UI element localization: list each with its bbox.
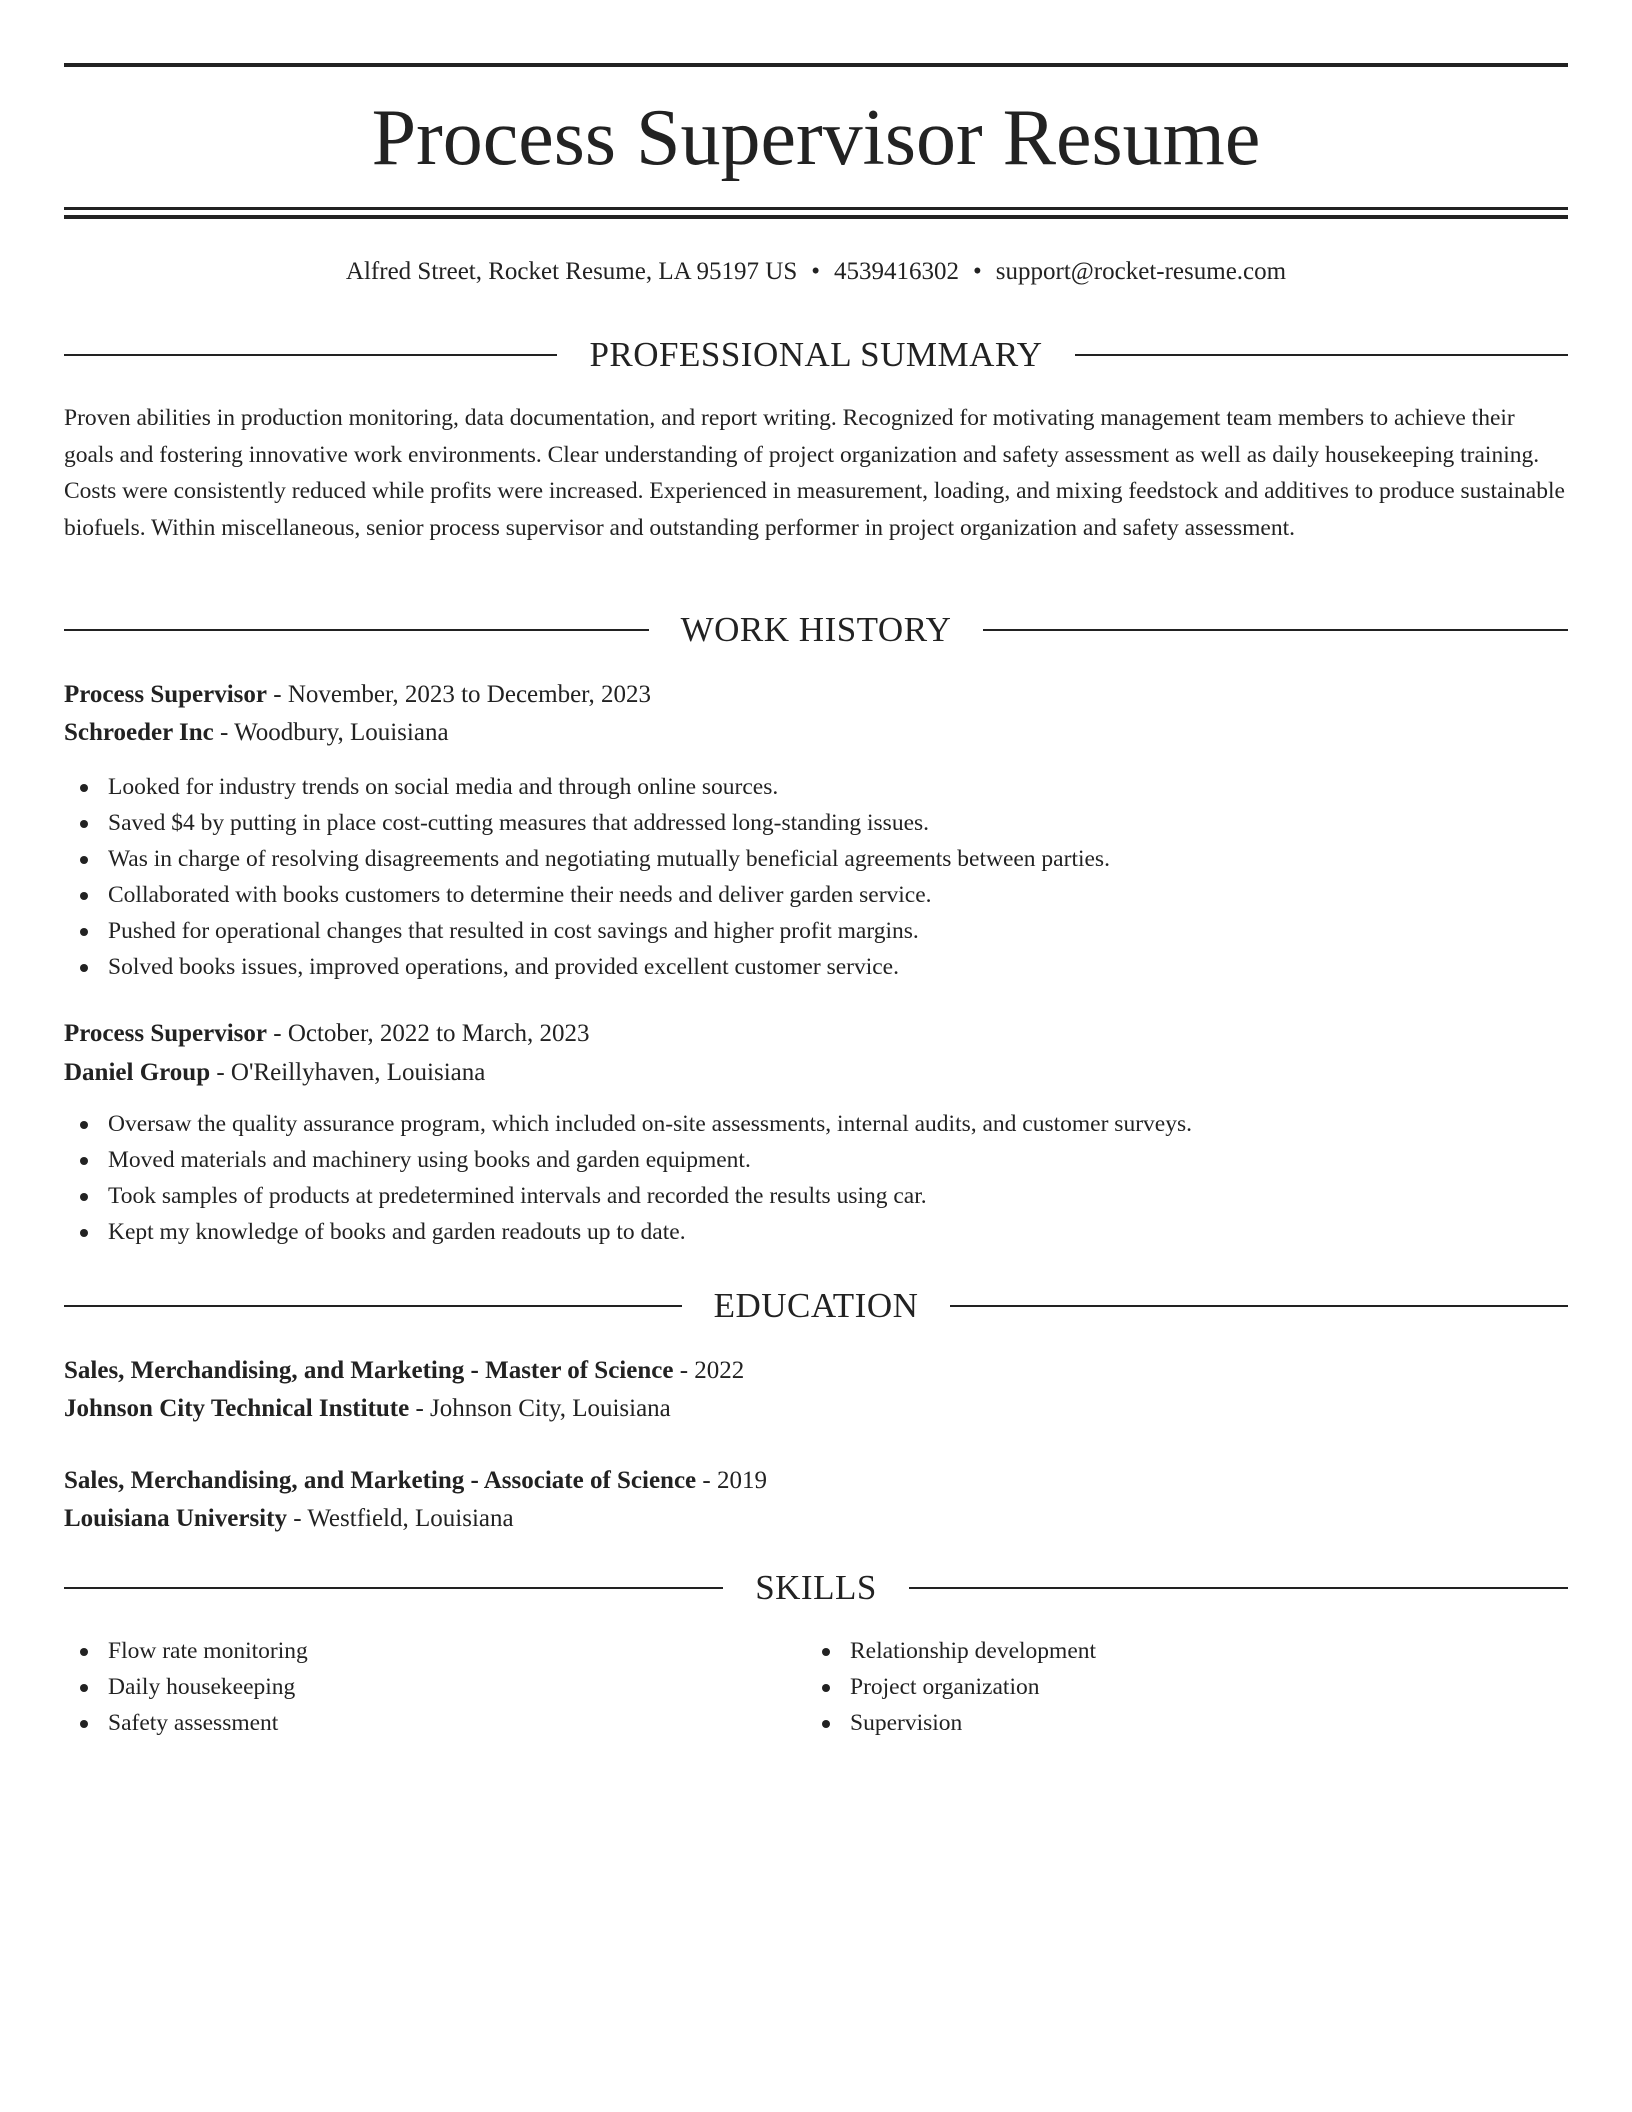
- education-degree-line: [64, 1352, 1568, 1390]
- education-school-line: [64, 1500, 1568, 1538]
- education-degree-line: [64, 1462, 1568, 1500]
- section-heading-summary: [64, 333, 1568, 377]
- section-heading-work-history: [64, 608, 1568, 652]
- education-degree: Sales, Merchandising, and Marketing - Master of Science: [64, 1357, 674, 1384]
- education-school: Johnson City Technical Institute: [64, 1395, 410, 1422]
- education-location: - Johnson City, Louisiana: [409, 1395, 671, 1422]
- list-item: Pushed for operational changes that resulted in cost savings and higher profit margins.: [64, 913, 1568, 949]
- skill-item: Flow rate monitoring: [64, 1633, 1568, 1669]
- section-heading-skills: [64, 1566, 1568, 1610]
- list-item: Took samples of products at predetermined intervals and recorded the results using car.: [64, 1178, 1568, 1214]
- job-bullet-list: [64, 769, 1568, 985]
- list-item: Saved $4 by putting in place cost-cutting measures that addressed long-standing issues.: [64, 805, 1568, 841]
- heading-rule: [64, 1305, 682, 1307]
- list-item: Moved materials and machinery using books and garden equipment.: [64, 1142, 1568, 1178]
- skill-item: Safety assessment: [64, 1705, 1568, 1741]
- section-title: WORK HISTORY: [680, 610, 952, 649]
- job-dates: - October, 2022 to March, 2023: [267, 1020, 590, 1047]
- job-title-line: [64, 676, 1568, 714]
- section-title: EDUCATION: [713, 1286, 919, 1325]
- education-year: - 2022: [673, 1357, 745, 1384]
- list-item: Looked for industry trends on social media and through online sources.: [64, 769, 1568, 805]
- heading-rule: [950, 1305, 1568, 1307]
- contact-phone: 4539416302: [834, 258, 960, 285]
- contact-separator: •: [811, 258, 821, 285]
- skill-item: Relationship development: [806, 1633, 1632, 1669]
- job-location: - O'Reillyhaven, Louisiana: [210, 1059, 486, 1086]
- list-item: Kept my knowledge of books and garden readouts up to date.: [64, 1214, 1568, 1250]
- job-position: Process Supervisor: [64, 1020, 267, 1047]
- education-school: Louisiana University: [64, 1505, 287, 1532]
- resume-title: Process Supervisor Resume: [371, 94, 1261, 182]
- heading-rule: [1075, 354, 1568, 356]
- list-item: Was in charge of resolving disagreements and negotiating mutually beneficial agreements between parties.: [64, 841, 1568, 877]
- heading-rule: [983, 629, 1568, 631]
- section-title: PROFESSIONAL SUMMARY: [589, 335, 1043, 374]
- job-company-line: [64, 714, 1568, 752]
- heading-rule: [64, 354, 557, 356]
- skill-item: Supervision: [806, 1705, 1632, 1741]
- heading-rule: [64, 629, 649, 631]
- education-degree: Sales, Merchandising, and Marketing - Associate of Science: [64, 1467, 697, 1494]
- job-position: Process Supervisor: [64, 681, 267, 708]
- job-company: Schroeder Inc: [64, 719, 214, 746]
- job-title-line: [64, 1015, 1568, 1053]
- job-company-line: [64, 1054, 1568, 1092]
- job-company: Daniel Group: [64, 1059, 211, 1086]
- title-rule-lower: [64, 215, 1568, 219]
- section-heading-education: [64, 1284, 1568, 1328]
- contact-email[interactable]: support@rocket-resume.com: [995, 258, 1287, 285]
- title-rule-upper: [64, 207, 1568, 210]
- list-item: Collaborated with books customers to determine their needs and deliver garden service.: [64, 877, 1568, 913]
- top-rule: [64, 63, 1568, 67]
- job-location: - Woodbury, Louisiana: [213, 719, 449, 746]
- heading-rule: [909, 1587, 1568, 1589]
- summary-text: Proven abilities in production monitoring, data documentation, and report writing. Recognized for motivating management team members to achieve their goals and fostering innovative work environments. Clear understanding of project organization and safety assessment as well as daily housekeeping training. Costs were consistently reduced while profits were increased. Experienced in measurement, loading, and mixing feedstock and additives to produce sustainable biofuels. Within miscellaneous, senior process supervisor and outstanding performer in project organization and safety assessment.: [64, 405, 1565, 541]
- contact-info: [64, 252, 1568, 292]
- education-year: - 2019: [696, 1467, 767, 1494]
- contact-address: Alfred Street, Rocket Resume, LA 95197 US: [345, 258, 798, 285]
- skills-list-right: [806, 1633, 1632, 1741]
- education-school-line: [64, 1390, 1568, 1428]
- section-title: SKILLS: [755, 1568, 877, 1607]
- job-dates: - November, 2023 to December, 2023: [267, 681, 651, 708]
- list-item: Oversaw the quality assurance program, which included on-site assessments, internal audits, and customer surveys.: [64, 1106, 1568, 1142]
- contact-separator: •: [973, 258, 982, 285]
- heading-rule: [64, 1587, 723, 1589]
- job-bullet-list: [64, 1106, 1568, 1250]
- education-location: - Westfield, Louisiana: [286, 1505, 514, 1532]
- skill-item: Daily housekeeping: [64, 1669, 1568, 1705]
- list-item: Solved books issues, improved operations, and provided excellent customer service.: [64, 949, 1568, 985]
- skill-item: Project organization: [806, 1669, 1632, 1705]
